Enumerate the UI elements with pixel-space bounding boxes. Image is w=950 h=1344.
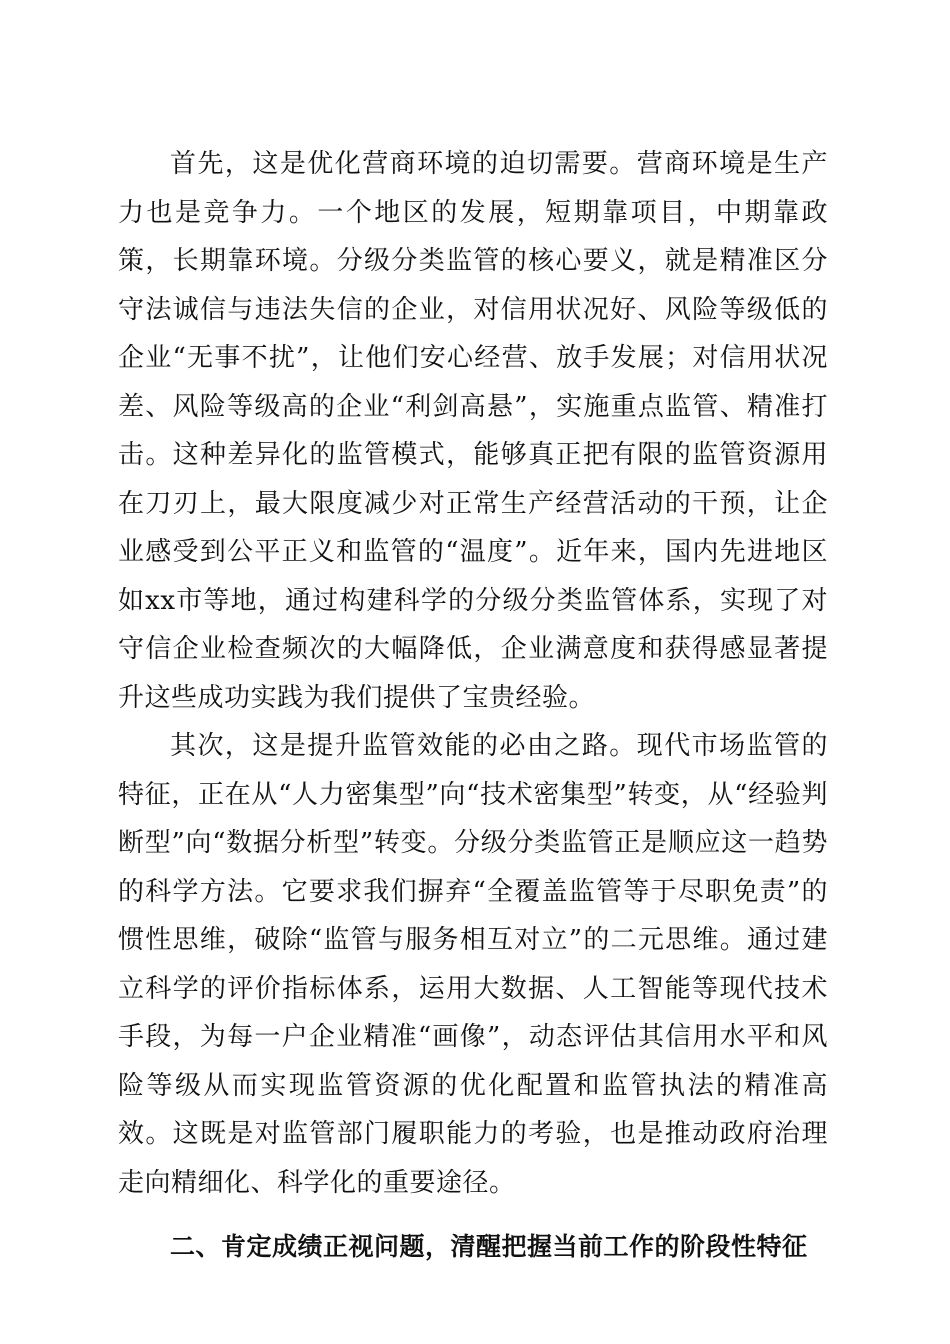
section-heading: 二、肯定成绩正视问题，清醒把握当前工作的阶段性特征 <box>170 1232 808 1261</box>
paragraph-first: 首先，这是优化营商环境的迫切需要。营商环境是生产力也是竞争力。一个地区的发展，短期靠项目，中期靠政策，长期靠环境。分级分类监管的核心要义，就是精准区分守法诚信与违法失信的企业，对信用状况好、风险等级低的企业“无事不扰”，让他们安心经营、放手发展；对信用状况差、风险等级高的企业“利剑高悬”，实施重点监管、精准打击。这种差异化的监管模式，能够真正把有限的监管资源用在刀刃上，最大限度减少对正常生产经营活动的干预，让企业感受到公平正义和监管的“温度”。近年来，国内先进地区如xx市等地，通过构建科学的分级分类监管体系，实现了对守信企业检查频次的大幅降低，企业满意度和获得感显著提升这些成功实践为我们提供了宝贵经验。 <box>118 149 828 713</box>
paragraph-second: 其次，这是提升监管效能的必由之路。现代市场监管的特征，正在从“人力密集型”向“技术密集型”转变，从“经验判断型”向“数据分析型”转变。分级分类监管正是顺应这一趋势的科学方法。它要求我们摒弃“全覆盖监管等于尽职免责”的惯性思维，破除“监管与服务相互对立”的二元思维。通过建立科学的评价指标体系，运用大数据、人工智能等现代技术手段，为每一户企业精准“画像”，动态评估其信用水平和风险等级从而实现监管资源的优化配置和监管执法的精准高效。这既是对监管部门履职能力的考验，也是推动政府治理走向精细化、科学化的重要途径。 <box>118 731 828 1198</box>
document-body <box>118 140 828 1271</box>
